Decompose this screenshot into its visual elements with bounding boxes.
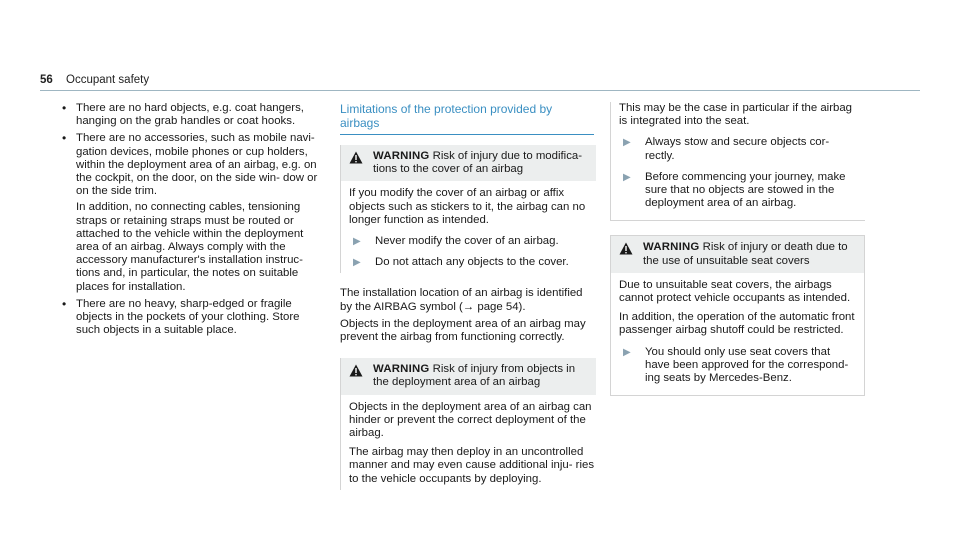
instruction-step	[619, 136, 857, 162]
header-divider	[40, 90, 920, 91]
warning-header	[341, 358, 596, 394]
step-arrow-icon: ▶	[353, 257, 361, 269]
step-arrow-icon: ▶	[623, 171, 631, 183]
paragraph: The installation location of an airbag is identified by the AIRBAG symbol (→ page 54).	[340, 287, 583, 313]
warning-body: If you modify the cover of an airbag or affix objects such as stickers to it, the airbag can no longer function as intended.	[349, 187, 586, 226]
instruction-step	[619, 346, 856, 386]
warning-header	[341, 145, 596, 181]
step-arrow-icon: ▶	[623, 346, 631, 358]
step-text: Never modify the cover of an airbag.	[375, 235, 559, 248]
list-item	[62, 102, 324, 128]
warning-title: Risk of injury from objects in the deployment area of an airbag	[373, 363, 576, 389]
paragraph: This may be the case in particular if the airbag is integrated into the seat.	[619, 102, 852, 128]
page-header	[40, 74, 149, 87]
column-1	[62, 102, 324, 341]
continued-block	[610, 102, 865, 221]
bullet-text: • There are no accessories, such as mobile navi- gation devices, mobile phones or cup holders, within the deployment area of an airbag, e.g. on the cockpit, on the door, on the side win- dow or on the side trim.	[76, 132, 318, 198]
warning-body: In addition, the operation of the automatic front passenger airbag shutoff could be restricted.	[619, 311, 855, 337]
warning-triangle-icon	[349, 364, 363, 377]
list-item	[62, 132, 324, 293]
warning-triangle-icon	[619, 242, 633, 255]
paragraph: Objects in the deployment area of an airbag may prevent the airbag from functioning correctly.	[340, 317, 586, 344]
column-3	[610, 102, 865, 396]
warning-body: Objects in the deployment area of an airbag can hinder or prevent the correct deployment of the airbag.	[349, 400, 592, 440]
warning-keyword: WARNING	[643, 241, 700, 254]
warning-triangle-icon	[349, 151, 363, 164]
bullet-list	[62, 102, 324, 337]
bullet-text: • There are no heavy, sharp-edged or fragile objects in the pockets of your clothing. Store such objects in a suitable place.	[76, 297, 300, 337]
warning-title: Risk of injury or death due to the use of unsuitable seat covers	[643, 241, 848, 267]
page-number: 56	[40, 74, 53, 86]
warning-header	[611, 236, 864, 272]
step-text: Do not attach any objects to the cover.	[375, 256, 569, 269]
warning-box-modification	[340, 145, 596, 273]
instruction-step	[349, 235, 596, 248]
warning-body: Due to unsuitable seat covers, the airbags cannot protect vehicle occupants as intended.	[619, 278, 851, 305]
list-item	[62, 298, 324, 338]
body-text	[340, 287, 596, 344]
step-arrow-icon: ▶	[353, 236, 361, 248]
chapter-title: Occupant safety	[66, 74, 150, 86]
column-2	[340, 102, 596, 500]
section-title: Limitations of the protection provided by airbags	[340, 102, 594, 135]
warning-keyword: WARNING	[373, 363, 430, 376]
warning-box-objects	[340, 358, 596, 490]
step-text: You should only use seat covers that have been approved for the correspond- ing seats by Mercedes-Benz.	[645, 345, 849, 385]
warning-keyword: WARNING	[373, 150, 430, 162]
warning-title: Risk of injury due to modifica- tions to the cover of an airbag	[373, 150, 583, 176]
warning-box-seat-covers	[610, 235, 865, 396]
step-arrow-icon: ▶	[623, 137, 631, 149]
warning-body: The airbag may then deploy in an uncontrolled manner and may even cause additional inju- ries to the vehicle occupants by deploying.	[349, 446, 595, 485]
step-text: Always stow and secure objects cor- rectly.	[645, 136, 830, 162]
bullet-text: • There are no hard objects, e.g. coat hangers, hanging on the grab handles or coat hooks.	[76, 102, 304, 128]
instruction-step	[349, 256, 596, 269]
instruction-step	[619, 171, 857, 211]
bullet-text: In addition, no connecting cables, tensioning straps or retaining straps must be routed or attached to the vehicle within the deployment area of an airbag. Always comply with the accessory manufacturer's installation instruc- tions and, in particular, the notes on suitable places for installation.	[76, 201, 304, 293]
step-text: Before commencing your journey, make sure that no objects are stowed in the deployment area of an airbag.	[645, 170, 846, 210]
